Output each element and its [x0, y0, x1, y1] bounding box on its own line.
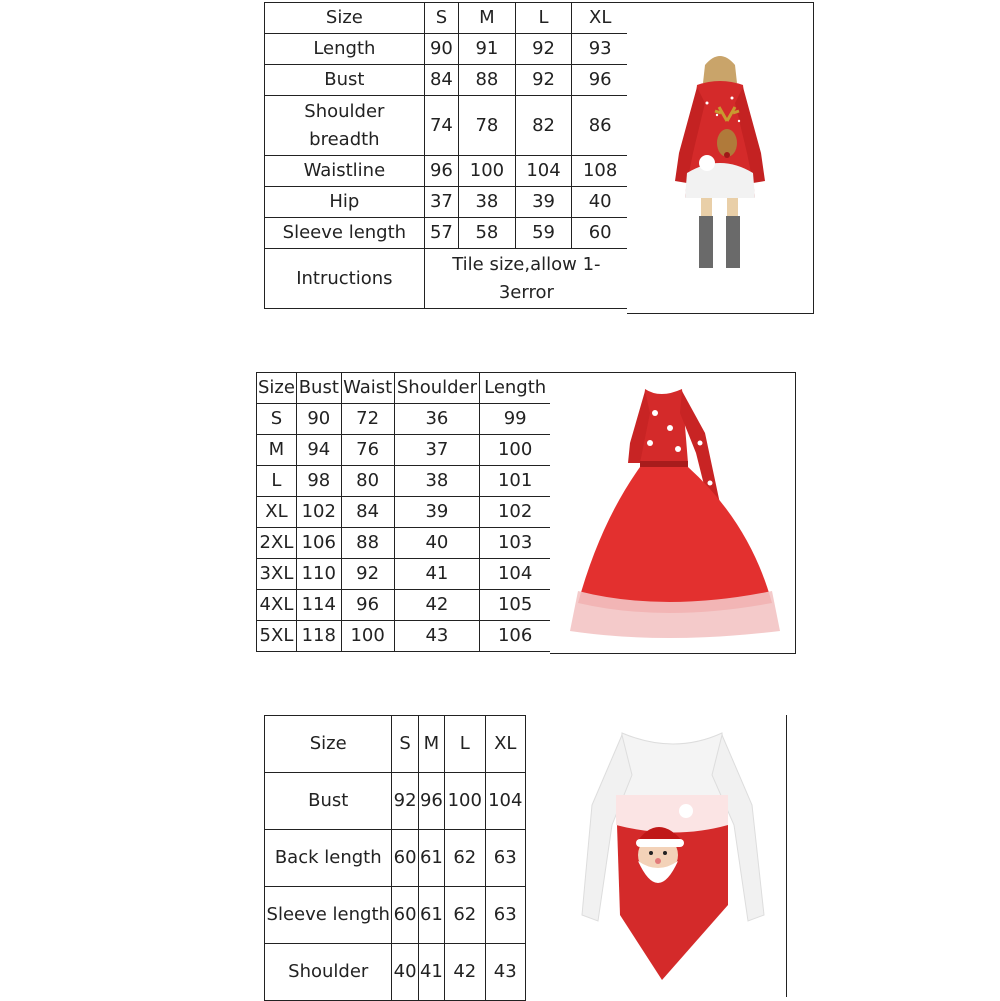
cell: 59 — [515, 218, 572, 249]
table-row — [265, 96, 629, 156]
cell: 40 — [572, 187, 629, 218]
cell: 42 — [445, 944, 485, 1001]
table-row — [257, 528, 551, 559]
cell: 98 — [296, 466, 341, 497]
row-label: 3XL — [257, 559, 297, 590]
cell: 43 — [394, 621, 480, 652]
size-chart-1 — [264, 2, 629, 309]
cell: 43 — [485, 944, 526, 1001]
cell: 90 — [296, 404, 341, 435]
cell: 96 — [418, 773, 444, 830]
cell: 92 — [341, 559, 394, 590]
table-header-row — [265, 3, 629, 34]
cell: 74 — [424, 96, 458, 156]
cell: 103 — [480, 528, 551, 559]
table-row — [265, 944, 526, 1001]
cell: 86 — [572, 96, 629, 156]
cell: 60 — [572, 218, 629, 249]
table-row — [257, 466, 551, 497]
table-header-row — [265, 716, 526, 773]
row-label: 2XL — [257, 528, 297, 559]
header-cell: M — [459, 3, 516, 34]
cell: 84 — [424, 65, 458, 96]
cell: 57 — [424, 218, 458, 249]
cell: 39 — [394, 497, 480, 528]
header-cell: S — [424, 3, 458, 34]
table-row — [257, 621, 551, 652]
cell: 92 — [515, 34, 572, 65]
table-row — [265, 156, 629, 187]
cell: 39 — [515, 187, 572, 218]
cell: 88 — [341, 528, 394, 559]
cell: 100 — [445, 773, 485, 830]
header-cell: XL — [485, 716, 526, 773]
cell: 37 — [424, 187, 458, 218]
header-cell: M — [418, 716, 444, 773]
header-cell: Shoulder — [394, 373, 480, 404]
cell: 62 — [445, 830, 485, 887]
cell: 92 — [392, 773, 418, 830]
cell: 40 — [394, 528, 480, 559]
row-label: Shoulder breadth — [265, 96, 425, 156]
table-row — [265, 65, 629, 96]
row-label: Shoulder — [265, 944, 392, 1001]
cell: 63 — [485, 830, 526, 887]
header-cell: L — [445, 716, 485, 773]
cell: 94 — [296, 435, 341, 466]
table-row — [257, 497, 551, 528]
cell: 82 — [515, 96, 572, 156]
table-header-row — [257, 373, 551, 404]
instructions-row — [265, 249, 629, 309]
row-label: 4XL — [257, 590, 297, 621]
cell: 36 — [394, 404, 480, 435]
cell: 96 — [572, 65, 629, 96]
cell: 100 — [459, 156, 516, 187]
cell: 80 — [341, 466, 394, 497]
size-chart-3 — [264, 715, 526, 1001]
cell: 114 — [296, 590, 341, 621]
cell: 78 — [459, 96, 516, 156]
instructions-text: Tile size,allow 1-3error — [424, 249, 628, 309]
cell: 63 — [485, 887, 526, 944]
header-cell: L — [515, 3, 572, 34]
table-row — [257, 559, 551, 590]
size-chart-2 — [256, 372, 551, 652]
row-label: L — [257, 466, 297, 497]
cell: 110 — [296, 559, 341, 590]
cell: 96 — [424, 156, 458, 187]
cell: 106 — [480, 621, 551, 652]
cell: 93 — [572, 34, 629, 65]
row-label: Sleeve length — [265, 887, 392, 944]
cell: 76 — [341, 435, 394, 466]
table-row — [265, 887, 526, 944]
row-label: Waistline — [265, 156, 425, 187]
cell: 38 — [459, 187, 516, 218]
table-row — [265, 187, 629, 218]
cell: 62 — [445, 887, 485, 944]
header-cell: Size — [257, 373, 297, 404]
header-cell: Size — [265, 3, 425, 34]
table-row — [257, 435, 551, 466]
cell: 41 — [418, 944, 444, 1001]
cell: 102 — [480, 497, 551, 528]
table-row — [257, 590, 551, 621]
cell: 84 — [341, 497, 394, 528]
header-cell: Size — [265, 716, 392, 773]
tulle-dress-photo — [550, 372, 796, 654]
row-label: Sleeve length — [265, 218, 425, 249]
santa-lace-dress-photo — [562, 715, 787, 997]
cell: 42 — [394, 590, 480, 621]
cell: 104 — [480, 559, 551, 590]
cell: 92 — [515, 65, 572, 96]
cell: 99 — [480, 404, 551, 435]
table-row — [265, 830, 526, 887]
cell: 40 — [392, 944, 418, 1001]
cell: 96 — [341, 590, 394, 621]
cell: 101 — [480, 466, 551, 497]
cell: 37 — [394, 435, 480, 466]
cell: 41 — [394, 559, 480, 590]
cell: 108 — [572, 156, 629, 187]
row-label: Length — [265, 34, 425, 65]
row-label: Bust — [265, 65, 425, 96]
cell: 72 — [341, 404, 394, 435]
cell: 38 — [394, 466, 480, 497]
cell: 100 — [341, 621, 394, 652]
row-label: M — [257, 435, 297, 466]
cell: 88 — [459, 65, 516, 96]
table-row — [265, 34, 629, 65]
instructions-label: Intructions — [265, 249, 425, 309]
cell: 100 — [480, 435, 551, 466]
table-row — [265, 218, 629, 249]
row-label: Hip — [265, 187, 425, 218]
cell: 104 — [515, 156, 572, 187]
cell: 118 — [296, 621, 341, 652]
row-label: XL — [257, 497, 297, 528]
header-cell: XL — [572, 3, 629, 34]
cell: 61 — [418, 887, 444, 944]
table-row — [257, 404, 551, 435]
reindeer-dress-photo — [627, 2, 814, 314]
cell: 90 — [424, 34, 458, 65]
row-label: 5XL — [257, 621, 297, 652]
header-cell: Bust — [296, 373, 341, 404]
row-label: Back length — [265, 830, 392, 887]
header-cell: S — [392, 716, 418, 773]
cell: 60 — [392, 830, 418, 887]
row-label: Bust — [265, 773, 392, 830]
row-label: S — [257, 404, 297, 435]
cell: 104 — [485, 773, 526, 830]
table-row — [265, 773, 526, 830]
cell: 102 — [296, 497, 341, 528]
cell: 91 — [459, 34, 516, 65]
cell: 60 — [392, 887, 418, 944]
cell: 105 — [480, 590, 551, 621]
cell: 106 — [296, 528, 341, 559]
header-cell: Length — [480, 373, 551, 404]
cell: 58 — [459, 218, 516, 249]
header-cell: Waist — [341, 373, 394, 404]
cell: 61 — [418, 830, 444, 887]
